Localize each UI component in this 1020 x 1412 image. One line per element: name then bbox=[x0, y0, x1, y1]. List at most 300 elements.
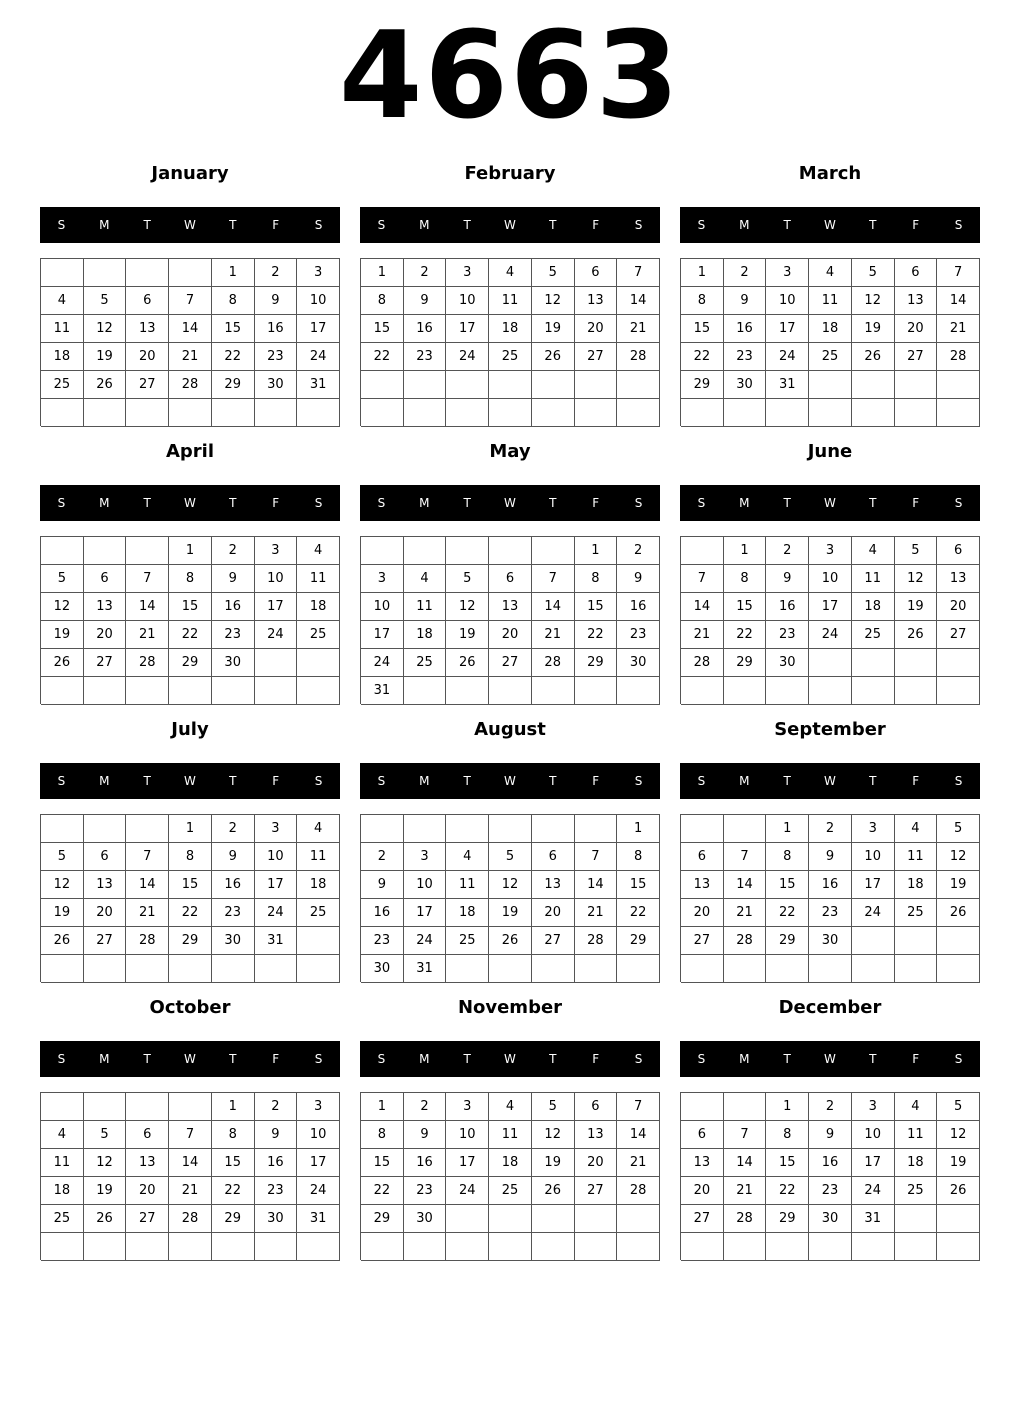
month-april bbox=[40, 430, 340, 708]
day-cell: 28 bbox=[169, 371, 212, 399]
weekday-label: F bbox=[592, 1052, 600, 1066]
day-cell: 18 bbox=[489, 1149, 532, 1177]
day-cell: 21 bbox=[617, 1149, 660, 1177]
day-cell: 9 bbox=[361, 871, 404, 899]
empty-cell bbox=[169, 955, 212, 983]
weekday-label: W bbox=[504, 774, 516, 788]
day-cell: 1 bbox=[575, 537, 618, 565]
day-cell: 14 bbox=[169, 315, 212, 343]
day-grid bbox=[40, 536, 340, 704]
day-cell: 3 bbox=[852, 1093, 895, 1121]
day-cell: 21 bbox=[681, 621, 724, 649]
day-cell: 5 bbox=[937, 815, 980, 843]
weekday-label: M bbox=[739, 1052, 750, 1066]
empty-cell bbox=[895, 1233, 938, 1261]
day-cell: 28 bbox=[575, 927, 618, 955]
day-cell: 13 bbox=[126, 315, 169, 343]
empty-cell bbox=[404, 677, 447, 705]
day-cell: 9 bbox=[404, 1121, 447, 1149]
day-cell: 3 bbox=[361, 565, 404, 593]
day-cell: 2 bbox=[766, 537, 809, 565]
month-march bbox=[680, 152, 980, 430]
empty-cell bbox=[766, 955, 809, 983]
empty-cell bbox=[169, 399, 212, 427]
empty-cell bbox=[532, 399, 575, 427]
day-cell: 11 bbox=[446, 871, 489, 899]
day-cell: 7 bbox=[724, 843, 767, 871]
empty-cell bbox=[84, 1093, 127, 1121]
day-cell: 23 bbox=[724, 343, 767, 371]
day-cell: 22 bbox=[681, 343, 724, 371]
weekday-label: S bbox=[377, 774, 386, 788]
day-cell: 28 bbox=[169, 1205, 212, 1233]
day-cell: 14 bbox=[617, 1121, 660, 1149]
empty-cell bbox=[489, 537, 532, 565]
empty-cell bbox=[169, 677, 212, 705]
day-cell: 6 bbox=[489, 565, 532, 593]
day-cell: 17 bbox=[809, 593, 852, 621]
empty-cell bbox=[852, 955, 895, 983]
day-cell: 6 bbox=[895, 259, 938, 287]
day-cell: 16 bbox=[255, 1149, 298, 1177]
day-cell: 14 bbox=[169, 1149, 212, 1177]
day-cell: 10 bbox=[297, 287, 340, 315]
day-cell: 12 bbox=[852, 287, 895, 315]
day-cell: 15 bbox=[766, 1149, 809, 1177]
day-cell: 1 bbox=[766, 815, 809, 843]
weekday-label: T bbox=[549, 1052, 557, 1066]
month-november bbox=[360, 986, 660, 1264]
empty-cell bbox=[84, 815, 127, 843]
day-cell: 10 bbox=[446, 1121, 489, 1149]
weekday-label: S bbox=[954, 496, 963, 510]
empty-cell bbox=[297, 677, 340, 705]
day-cell: 28 bbox=[724, 1205, 767, 1233]
empty-cell bbox=[126, 1093, 169, 1121]
day-grid bbox=[40, 814, 340, 982]
day-cell: 25 bbox=[489, 1177, 532, 1205]
empty-cell bbox=[532, 537, 575, 565]
empty-cell bbox=[126, 1233, 169, 1261]
empty-cell bbox=[169, 1233, 212, 1261]
day-cell: 23 bbox=[617, 621, 660, 649]
day-cell: 5 bbox=[84, 1121, 127, 1149]
weekday-label: W bbox=[184, 1052, 196, 1066]
day-cell: 3 bbox=[255, 815, 298, 843]
month-name: September bbox=[774, 719, 886, 740]
weekday-label: T bbox=[869, 218, 877, 232]
weekday-label: S bbox=[634, 496, 643, 510]
day-cell: 8 bbox=[212, 287, 255, 315]
day-cell: 17 bbox=[852, 871, 895, 899]
day-cell: 13 bbox=[937, 565, 980, 593]
empty-cell bbox=[937, 1233, 980, 1261]
months-grid bbox=[40, 152, 980, 1264]
day-cell: 14 bbox=[575, 871, 618, 899]
empty-cell bbox=[895, 677, 938, 705]
weekday-label: S bbox=[57, 774, 66, 788]
day-cell: 4 bbox=[489, 1093, 532, 1121]
empty-cell bbox=[895, 649, 938, 677]
day-cell: 24 bbox=[446, 343, 489, 371]
day-cell: 4 bbox=[895, 815, 938, 843]
day-cell: 12 bbox=[937, 1121, 980, 1149]
weekday-label: S bbox=[314, 774, 323, 788]
day-cell: 3 bbox=[255, 537, 298, 565]
month-name: March bbox=[798, 163, 862, 184]
weekday-header bbox=[40, 485, 340, 521]
day-cell: 13 bbox=[895, 287, 938, 315]
day-cell: 25 bbox=[297, 899, 340, 927]
empty-cell bbox=[84, 399, 127, 427]
empty-cell bbox=[446, 955, 489, 983]
day-cell: 10 bbox=[255, 565, 298, 593]
day-cell: 6 bbox=[532, 843, 575, 871]
day-cell: 8 bbox=[724, 565, 767, 593]
day-cell: 15 bbox=[212, 1149, 255, 1177]
empty-cell bbox=[126, 537, 169, 565]
day-cell: 13 bbox=[84, 593, 127, 621]
day-cell: 31 bbox=[766, 371, 809, 399]
day-cell: 18 bbox=[489, 315, 532, 343]
weekday-label: M bbox=[99, 496, 110, 510]
weekday-label: W bbox=[824, 218, 836, 232]
weekday-header bbox=[680, 1041, 980, 1077]
empty-cell bbox=[809, 1233, 852, 1261]
day-cell: 16 bbox=[724, 315, 767, 343]
day-cell: 25 bbox=[895, 899, 938, 927]
day-cell: 7 bbox=[532, 565, 575, 593]
day-cell: 20 bbox=[126, 343, 169, 371]
empty-cell bbox=[84, 259, 127, 287]
month-september bbox=[680, 708, 980, 986]
empty-cell bbox=[84, 677, 127, 705]
day-grid bbox=[360, 258, 660, 426]
day-cell: 26 bbox=[532, 1177, 575, 1205]
day-cell: 26 bbox=[937, 1177, 980, 1205]
day-cell: 10 bbox=[297, 1121, 340, 1149]
day-cell: 7 bbox=[575, 843, 618, 871]
day-cell: 28 bbox=[126, 649, 169, 677]
day-cell: 12 bbox=[84, 315, 127, 343]
weekday-label: S bbox=[697, 496, 706, 510]
empty-cell bbox=[489, 677, 532, 705]
day-cell: 28 bbox=[617, 343, 660, 371]
day-cell: 8 bbox=[361, 287, 404, 315]
empty-cell bbox=[84, 1233, 127, 1261]
day-cell: 29 bbox=[361, 1205, 404, 1233]
day-cell: 17 bbox=[766, 315, 809, 343]
empty-cell bbox=[41, 677, 84, 705]
weekday-label: T bbox=[463, 774, 471, 788]
day-cell: 30 bbox=[809, 1205, 852, 1233]
weekday-header bbox=[40, 763, 340, 799]
day-cell: 6 bbox=[126, 287, 169, 315]
day-cell: 5 bbox=[937, 1093, 980, 1121]
empty-cell bbox=[852, 371, 895, 399]
day-cell: 19 bbox=[532, 1149, 575, 1177]
day-cell: 21 bbox=[126, 899, 169, 927]
weekday-label: F bbox=[592, 218, 600, 232]
weekday-header bbox=[40, 1041, 340, 1077]
month-name: May bbox=[489, 441, 531, 462]
day-cell: 7 bbox=[169, 287, 212, 315]
day-cell: 23 bbox=[809, 899, 852, 927]
day-grid bbox=[680, 814, 980, 982]
day-cell: 12 bbox=[84, 1149, 127, 1177]
day-cell: 15 bbox=[617, 871, 660, 899]
day-cell: 12 bbox=[446, 593, 489, 621]
day-cell: 17 bbox=[361, 621, 404, 649]
day-cell: 15 bbox=[724, 593, 767, 621]
day-grid bbox=[360, 1092, 660, 1260]
day-cell: 4 bbox=[446, 843, 489, 871]
month-name: August bbox=[474, 719, 546, 740]
day-cell: 11 bbox=[41, 315, 84, 343]
weekday-header bbox=[360, 485, 660, 521]
weekday-label: S bbox=[57, 1052, 66, 1066]
day-cell: 22 bbox=[575, 621, 618, 649]
empty-cell bbox=[297, 1233, 340, 1261]
empty-cell bbox=[84, 537, 127, 565]
day-cell: 17 bbox=[255, 871, 298, 899]
day-cell: 29 bbox=[212, 1205, 255, 1233]
empty-cell bbox=[489, 399, 532, 427]
empty-cell bbox=[809, 371, 852, 399]
weekday-label: T bbox=[143, 1052, 151, 1066]
weekday-label: M bbox=[739, 496, 750, 510]
day-cell: 5 bbox=[532, 1093, 575, 1121]
day-cell: 2 bbox=[809, 815, 852, 843]
day-cell: 5 bbox=[41, 565, 84, 593]
day-cell: 6 bbox=[575, 259, 618, 287]
month-name: December bbox=[778, 997, 882, 1018]
empty-cell bbox=[446, 1205, 489, 1233]
day-cell: 2 bbox=[212, 537, 255, 565]
day-cell: 15 bbox=[681, 315, 724, 343]
day-grid bbox=[680, 1092, 980, 1260]
weekday-label: F bbox=[912, 496, 920, 510]
weekday-label: T bbox=[229, 1052, 237, 1066]
day-cell: 20 bbox=[681, 1177, 724, 1205]
empty-cell bbox=[532, 1233, 575, 1261]
day-cell: 24 bbox=[809, 621, 852, 649]
day-cell: 19 bbox=[84, 343, 127, 371]
weekday-label: W bbox=[184, 218, 196, 232]
day-cell: 22 bbox=[212, 1177, 255, 1205]
day-cell: 22 bbox=[617, 899, 660, 927]
day-cell: 28 bbox=[617, 1177, 660, 1205]
day-cell: 10 bbox=[852, 843, 895, 871]
weekday-label: F bbox=[272, 1052, 280, 1066]
day-cell: 4 bbox=[809, 259, 852, 287]
day-cell: 31 bbox=[255, 927, 298, 955]
empty-cell bbox=[532, 371, 575, 399]
empty-cell bbox=[446, 537, 489, 565]
empty-cell bbox=[404, 1233, 447, 1261]
day-cell: 9 bbox=[617, 565, 660, 593]
day-cell: 20 bbox=[937, 593, 980, 621]
empty-cell bbox=[809, 649, 852, 677]
day-cell: 10 bbox=[809, 565, 852, 593]
day-cell: 15 bbox=[169, 593, 212, 621]
empty-cell bbox=[41, 259, 84, 287]
day-cell: 27 bbox=[126, 371, 169, 399]
empty-cell bbox=[809, 399, 852, 427]
day-cell: 4 bbox=[895, 1093, 938, 1121]
empty-cell bbox=[404, 371, 447, 399]
empty-cell bbox=[937, 677, 980, 705]
weekday-label: W bbox=[504, 496, 516, 510]
day-cell: 2 bbox=[404, 1093, 447, 1121]
day-cell: 31 bbox=[404, 955, 447, 983]
day-cell: 8 bbox=[575, 565, 618, 593]
day-cell: 25 bbox=[852, 621, 895, 649]
day-cell: 29 bbox=[212, 371, 255, 399]
weekday-label: T bbox=[549, 496, 557, 510]
day-cell: 1 bbox=[212, 259, 255, 287]
day-cell: 21 bbox=[169, 1177, 212, 1205]
day-cell: 19 bbox=[937, 871, 980, 899]
day-cell: 27 bbox=[681, 927, 724, 955]
empty-cell bbox=[255, 677, 298, 705]
weekday-label: T bbox=[143, 774, 151, 788]
day-cell: 31 bbox=[361, 677, 404, 705]
month-october bbox=[40, 986, 340, 1264]
weekday-label: W bbox=[824, 774, 836, 788]
empty-cell bbox=[575, 1205, 618, 1233]
day-cell: 15 bbox=[766, 871, 809, 899]
day-cell: 4 bbox=[404, 565, 447, 593]
empty-cell bbox=[446, 371, 489, 399]
day-cell: 15 bbox=[575, 593, 618, 621]
day-cell: 23 bbox=[809, 1177, 852, 1205]
day-cell: 9 bbox=[809, 843, 852, 871]
day-cell: 30 bbox=[724, 371, 767, 399]
day-cell: 20 bbox=[84, 899, 127, 927]
empty-cell bbox=[489, 815, 532, 843]
empty-cell bbox=[681, 955, 724, 983]
empty-cell bbox=[84, 955, 127, 983]
day-cell: 27 bbox=[84, 649, 127, 677]
day-cell: 18 bbox=[297, 593, 340, 621]
empty-cell bbox=[937, 371, 980, 399]
day-cell: 8 bbox=[617, 843, 660, 871]
weekday-label: F bbox=[272, 496, 280, 510]
day-cell: 23 bbox=[255, 1177, 298, 1205]
weekday-label: T bbox=[463, 218, 471, 232]
empty-cell bbox=[126, 677, 169, 705]
weekday-label: M bbox=[739, 218, 750, 232]
day-cell: 28 bbox=[532, 649, 575, 677]
weekday-label: T bbox=[229, 218, 237, 232]
day-cell: 9 bbox=[766, 565, 809, 593]
weekday-label: T bbox=[869, 774, 877, 788]
day-cell: 15 bbox=[169, 871, 212, 899]
empty-cell bbox=[724, 815, 767, 843]
empty-cell bbox=[126, 399, 169, 427]
day-cell: 24 bbox=[852, 1177, 895, 1205]
day-cell: 21 bbox=[937, 315, 980, 343]
day-cell: 30 bbox=[212, 927, 255, 955]
empty-cell bbox=[255, 649, 298, 677]
empty-cell bbox=[937, 927, 980, 955]
day-cell: 25 bbox=[41, 371, 84, 399]
empty-cell bbox=[895, 1205, 938, 1233]
day-cell: 31 bbox=[297, 1205, 340, 1233]
empty-cell bbox=[41, 815, 84, 843]
day-cell: 27 bbox=[532, 927, 575, 955]
day-cell: 11 bbox=[809, 287, 852, 315]
day-cell: 6 bbox=[126, 1121, 169, 1149]
day-cell: 23 bbox=[212, 899, 255, 927]
empty-cell bbox=[937, 955, 980, 983]
empty-cell bbox=[852, 927, 895, 955]
weekday-label: S bbox=[377, 218, 386, 232]
empty-cell bbox=[361, 815, 404, 843]
day-cell: 17 bbox=[446, 1149, 489, 1177]
weekday-label: W bbox=[504, 218, 516, 232]
day-cell: 10 bbox=[255, 843, 298, 871]
day-cell: 20 bbox=[126, 1177, 169, 1205]
weekday-label: T bbox=[783, 1052, 791, 1066]
weekday-label: T bbox=[783, 218, 791, 232]
day-cell: 18 bbox=[297, 871, 340, 899]
day-cell: 1 bbox=[212, 1093, 255, 1121]
empty-cell bbox=[937, 399, 980, 427]
day-cell: 7 bbox=[169, 1121, 212, 1149]
day-cell: 13 bbox=[575, 287, 618, 315]
empty-cell bbox=[297, 927, 340, 955]
day-cell: 21 bbox=[575, 899, 618, 927]
day-cell: 4 bbox=[852, 537, 895, 565]
day-cell: 27 bbox=[84, 927, 127, 955]
day-cell: 16 bbox=[617, 593, 660, 621]
day-cell: 7 bbox=[617, 259, 660, 287]
empty-cell bbox=[617, 399, 660, 427]
day-grid bbox=[680, 258, 980, 426]
day-cell: 11 bbox=[297, 843, 340, 871]
day-cell: 28 bbox=[724, 927, 767, 955]
day-cell: 16 bbox=[212, 871, 255, 899]
day-cell: 7 bbox=[126, 565, 169, 593]
empty-cell bbox=[169, 1093, 212, 1121]
day-cell: 2 bbox=[255, 259, 298, 287]
weekday-label: M bbox=[99, 218, 110, 232]
day-cell: 8 bbox=[212, 1121, 255, 1149]
day-cell: 30 bbox=[766, 649, 809, 677]
empty-cell bbox=[724, 677, 767, 705]
day-cell: 27 bbox=[895, 343, 938, 371]
day-cell: 6 bbox=[681, 843, 724, 871]
weekday-label: S bbox=[634, 774, 643, 788]
empty-cell bbox=[404, 537, 447, 565]
month-name: November bbox=[457, 997, 563, 1018]
weekday-label: M bbox=[419, 218, 430, 232]
empty-cell bbox=[489, 371, 532, 399]
weekday-label: S bbox=[697, 1052, 706, 1066]
weekday-label: S bbox=[954, 218, 963, 232]
day-cell: 12 bbox=[895, 565, 938, 593]
day-cell: 2 bbox=[212, 815, 255, 843]
day-cell: 6 bbox=[681, 1121, 724, 1149]
day-cell: 13 bbox=[532, 871, 575, 899]
empty-cell bbox=[766, 677, 809, 705]
weekday-label: S bbox=[634, 218, 643, 232]
day-cell: 20 bbox=[489, 621, 532, 649]
day-cell: 17 bbox=[404, 899, 447, 927]
day-cell: 18 bbox=[852, 593, 895, 621]
